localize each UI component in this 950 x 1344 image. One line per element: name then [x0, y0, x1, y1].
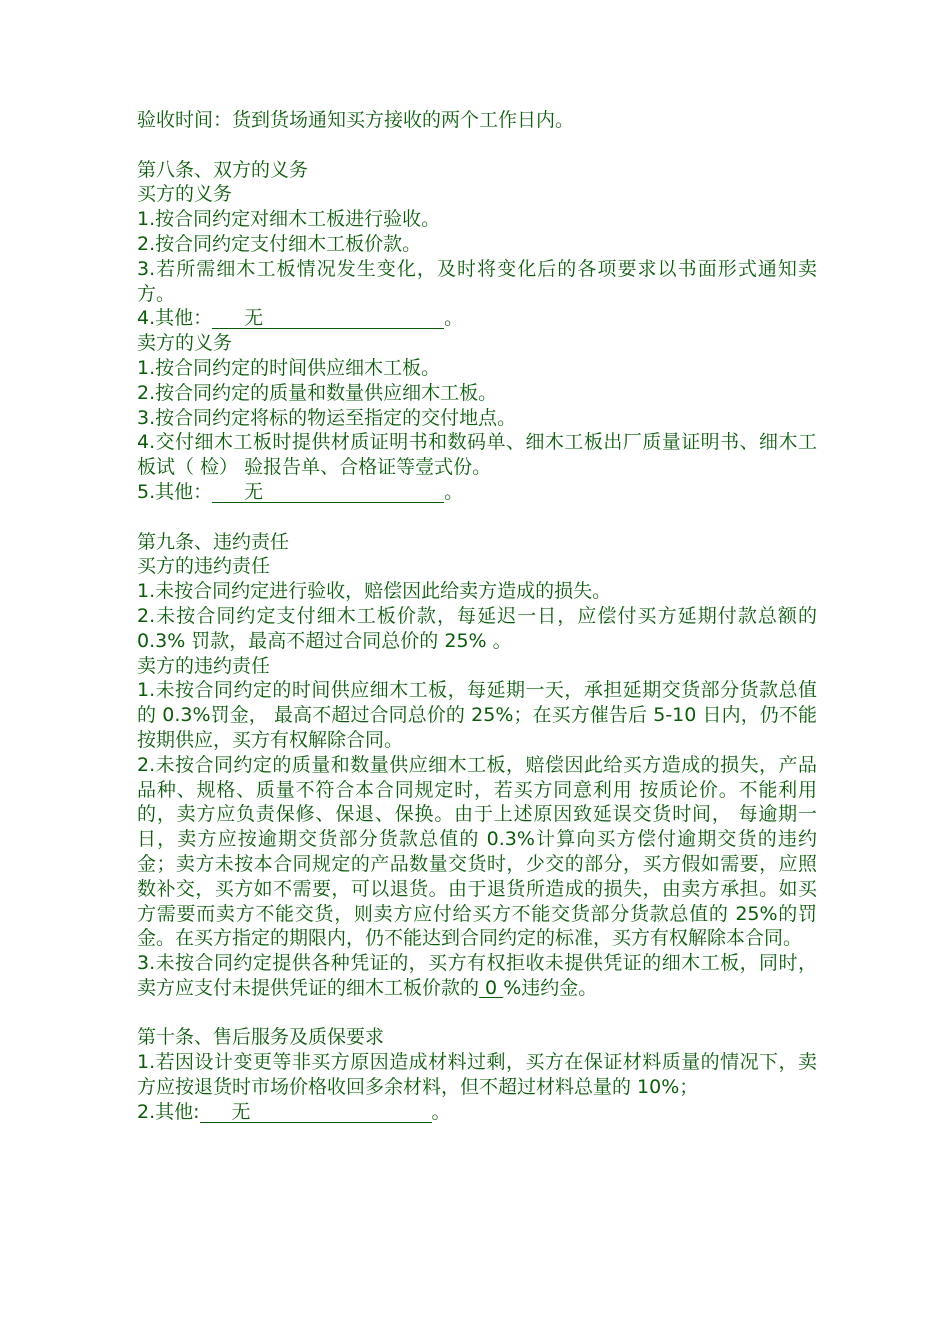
seller-liability-1: 1.未按合同约定的时间供应细木工板，每延期一天，承担延期交货部分货款总值的 0.3%罚金， 最高不超过合同总价的 25%；在买方催告后 5-10 日内，仍不能按期供应，买方有权解除合同。	[137, 679, 817, 751]
after-sales-1: 1.若因设计变更等非买方原因造成材料过剩，买方在保证材料质量的情况下，卖方应按退货时市场价格收回多余材料，但不超过材料总量的 10%；	[137, 1051, 817, 1099]
buyer-other-suffix: 。	[444, 307, 464, 330]
seller-other-prefix: 5.其他：	[137, 480, 213, 503]
buyer-obligation-2: 2.按合同约定支付细木工板价款。	[137, 232, 422, 255]
seller-obligation-1: 1.按合同约定的时间供应细木工板。	[137, 356, 441, 379]
seller-liability-title: 卖方的违约责任	[137, 654, 271, 677]
seller-obligation-4: 4.交付细木工板时提供材质证明书和数码单、细木工板出厂质量证明书、细木工板试（ 检） 验报告单、合格证等壹式份。	[137, 431, 817, 479]
seller-other-value: 无	[244, 480, 264, 503]
after-sales-other-blank	[200, 1100, 432, 1123]
buyer-obligation-1: 1.按合同约定对细木工板进行验收。	[137, 208, 441, 231]
seller-obligations-title: 卖方的义务	[137, 332, 233, 355]
buyer-liability-title: 买方的违约责任	[137, 555, 271, 578]
seller-obligation-3: 3.按合同约定将标的物运至指定的交付地点。	[137, 406, 517, 429]
buyer-obligation-other	[137, 306, 817, 331]
buyer-other-value: 无	[244, 307, 264, 330]
buyer-obligation-3: 3.若所需细木工板情况发生变化，及时将变化后的各项要求以书面形式通知卖方。	[137, 257, 817, 305]
article-8-title: 第八条、双方的义务	[137, 158, 309, 181]
article-10-title: 第十条、售后服务及质保要求	[137, 1026, 385, 1049]
buyer-obligations-title: 买方的义务	[137, 183, 233, 206]
seller-liability-2: 2.未按合同约定的质量和数量供应细木工板，赔偿因此给买方造成的损失，产品品种、规格、质量不符合本合同规定时，若买方同意利用 按质论价。不能利用的，卖方应负责保修、保退、保换。由于上述原因致延误交货时间， 每逾期一日，卖方应按逾期交货部分货款总值的 0.3%计算向买方偿付逾期交货的违约金；卖方未按本合同规定的产品数量交货时，少交的部分，买方假如需要，应照数补交，买方如不需要，可以退货。由于退货所造成的损失，由卖方承担。如买方需要而卖方不能交货，则卖方应付给买方不能交货部分货款总值的 25%的罚金。在买方指定的期限内，仍不能达到合同约定的标准，买方有权解除本合同。	[137, 753, 817, 950]
buyer-liability-2: 2.未按合同约定支付细木工板价款，每延迟一日，应偿付买方延期付款总额的 0.3% 罚款，最高不超过合同总价的 25% 。	[137, 604, 817, 652]
seller-obligation-other	[137, 480, 817, 505]
seller-liability-3	[137, 951, 817, 1001]
buyer-liability-1: 1.未按合同约定进行验收，赔偿因此给卖方造成的损失。	[137, 580, 612, 603]
seller-liability-3-suffix: %违约金。	[503, 976, 598, 999]
after-sales-other	[137, 1100, 817, 1125]
spacer	[137, 133, 817, 158]
after-sales-other-suffix: 。	[431, 1100, 451, 1123]
article-9-title: 第九条、违约责任	[137, 530, 290, 553]
penalty-rate-value: 0	[479, 976, 504, 999]
after-sales-other-value: 无	[231, 1100, 251, 1123]
buyer-other-prefix: 4.其他：	[137, 307, 213, 330]
seller-other-blank	[212, 480, 444, 503]
contract-page	[137, 108, 817, 1125]
buyer-other-blank	[212, 309, 444, 329]
after-sales-other-prefix: 2.其他:	[137, 1100, 200, 1123]
seller-obligation-2: 2.按合同约定的质量和数量供应细木工板。	[137, 381, 498, 404]
spacer	[137, 505, 817, 530]
seller-liability-3-text: 3.未按合同约定提供各种凭证的，买方有权拒收未提供凭证的细木工板，同时，卖方应支付未提供凭证的细木工板价款的	[137, 952, 817, 999]
spacer	[137, 1001, 817, 1026]
seller-other-suffix: 。	[444, 480, 464, 503]
acceptance-time: 验收时间：货到货场通知买方接收的两个工作日内。	[137, 109, 575, 131]
